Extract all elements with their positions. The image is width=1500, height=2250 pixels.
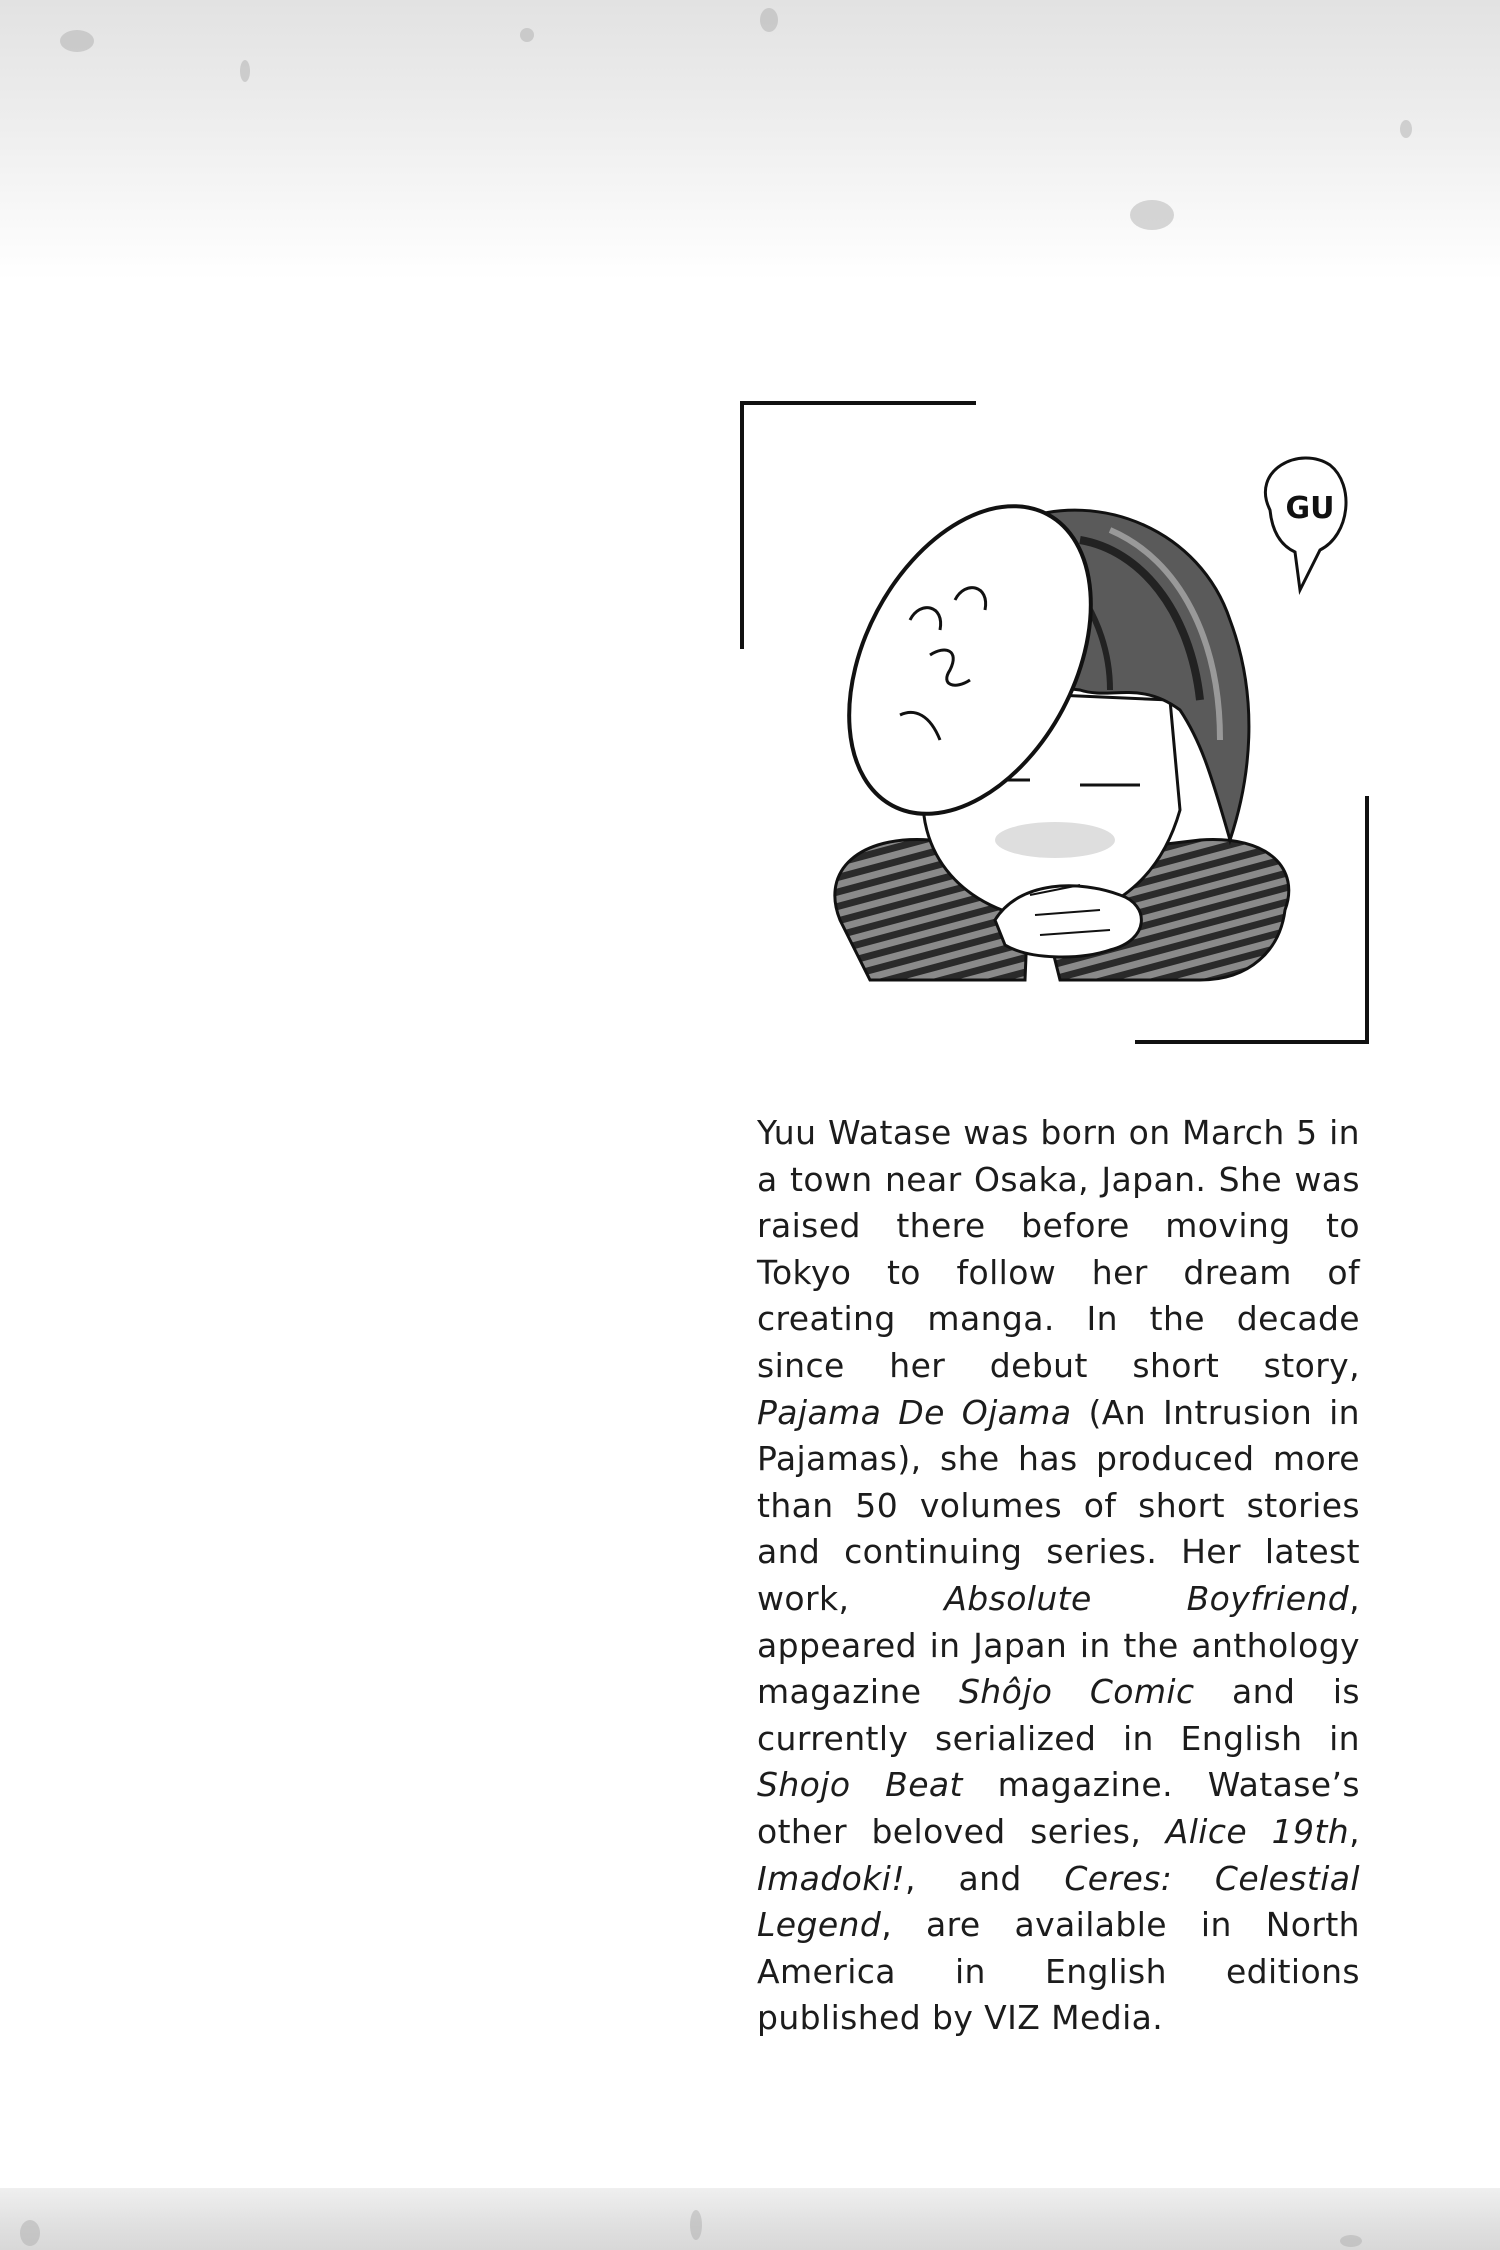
frame-top-left-horizontal bbox=[740, 401, 976, 405]
bio-text: , bbox=[1349, 1811, 1360, 1851]
bio-text: magazine. Watase’s other beloved series, bbox=[757, 1765, 1360, 1851]
texture-speck bbox=[60, 30, 94, 52]
texture-speck bbox=[1400, 120, 1412, 138]
texture-speck bbox=[1130, 200, 1174, 230]
work-title: Shojo Beat bbox=[757, 1765, 963, 1805]
bio-text: , appeared in Japan in the anthology magazine bbox=[757, 1578, 1360, 1712]
texture-speck bbox=[1340, 2235, 1362, 2247]
texture-speck bbox=[760, 8, 778, 32]
work-title: Absolute Boyfriend bbox=[944, 1578, 1350, 1618]
bio-text: , and bbox=[904, 1858, 1065, 1898]
texture-speck bbox=[20, 2220, 40, 2246]
bio-text: Yuu Watase was born on March 5 in a town near Osaka, Japan. She was raised there before moving to Tokyo to follow her dream of creating manga. In the decade since her debut short story, bbox=[757, 1113, 1360, 1385]
bio-text: , are available in North America in English editions published by VIZ Media. bbox=[757, 1905, 1360, 2038]
work-title: Shôjo Comic bbox=[958, 1672, 1195, 1712]
bio-text: (An Intrusion in Pajamas), she has produced more than 50 volumes of short stories and continuing series. Her latest work, bbox=[757, 1392, 1360, 1618]
texture-speck bbox=[520, 28, 534, 42]
author-portrait-illustration bbox=[780, 440, 1380, 1010]
bio-text: and is currently serialized in English in bbox=[757, 1672, 1360, 1758]
paper-texture-bottom bbox=[0, 2188, 1500, 2250]
speech-bubble-text: GU bbox=[1285, 491, 1335, 526]
work-title: Ceres: Celestial Legend bbox=[757, 1858, 1360, 1945]
paper-texture-top bbox=[0, 0, 1500, 280]
frame-bottom-right-horizontal bbox=[1135, 1040, 1369, 1044]
work-title: Imadoki! bbox=[757, 1858, 905, 1898]
work-title: Alice 19th bbox=[1165, 1811, 1350, 1851]
frame-top-left-vertical bbox=[740, 401, 744, 649]
work-title: Pajama De Ojama bbox=[757, 1392, 1072, 1432]
texture-speck bbox=[690, 2210, 702, 2240]
author-biography bbox=[757, 1110, 1360, 2042]
texture-speck bbox=[240, 60, 250, 82]
